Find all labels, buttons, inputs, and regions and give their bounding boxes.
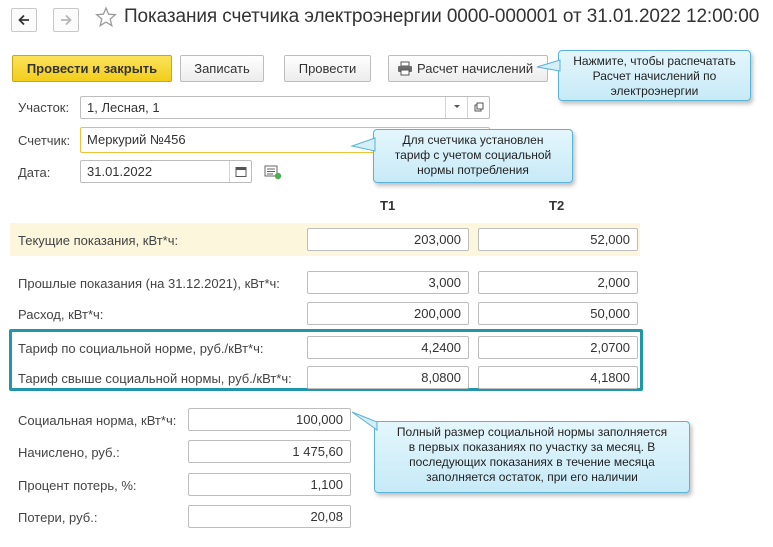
row-label: Прошлые показания (на 31.12.2021), кВт*ч:	[18, 276, 280, 291]
open-button[interactable]	[467, 97, 489, 118]
row-label: Расход, кВт*ч:	[18, 307, 104, 322]
row-label: Тариф по социальной норме, руб./кВт*ч:	[18, 341, 264, 356]
previous-t1-field[interactable]: 3,000	[307, 271, 469, 294]
print-tooltip	[558, 50, 751, 101]
save-button[interactable]: Записать	[180, 55, 264, 82]
previous-t2-field[interactable]: 2,000	[478, 271, 638, 294]
norm-tooltip-line: заполняется остаток, при его наличии	[426, 470, 638, 484]
meter-label: Счетчик:	[18, 133, 71, 148]
norm-tooltip-line: Полный размер социальной нормы заполняется	[396, 425, 668, 439]
consumption-t1-field[interactable]: 200,000	[307, 302, 469, 325]
arrow-right-icon	[59, 13, 73, 27]
plot-field[interactable]	[80, 96, 490, 119]
open-icon	[474, 102, 484, 112]
column-header-t1: Т1	[380, 198, 396, 213]
summary-label: Начислено, руб.:	[18, 445, 120, 460]
consumption-t2-field[interactable]: 50,000	[478, 302, 638, 325]
page-title: Показания счетчика электроэнергии 0000-000001 от 31.01.2022 12:00:00	[124, 6, 760, 27]
norm-tooltip-line: последующих показаниях в течение месяца	[409, 455, 655, 469]
summary-label: Социальная норма, кВт*ч:	[18, 413, 177, 428]
post-button[interactable]: Провести	[284, 55, 371, 82]
print-tooltip-line: электроэнергии	[610, 84, 699, 98]
plot-value: 1, Лесная, 1	[87, 100, 160, 115]
tariff-above-t2-field[interactable]: 4,1800	[478, 366, 638, 389]
tariff-tooltip-line: нормы потребления	[417, 163, 529, 177]
calendar-icon	[235, 166, 247, 177]
doc-list-icon[interactable]	[264, 164, 282, 180]
tariff-tooltip-line: Для счетчика установлен	[402, 133, 544, 147]
arrow-left-icon	[17, 13, 31, 27]
tariff-tooltip-pointer	[350, 136, 376, 154]
norm-tooltip-line: в первых показаниях по участку за месяц. В	[408, 440, 656, 454]
back-button[interactable]	[11, 8, 37, 32]
norm-tooltip	[374, 421, 690, 493]
row-label: Тариф свыше социальной нормы, руб./кВт*ч:	[18, 371, 292, 386]
social-norm-field[interactable]: 100,000	[188, 408, 351, 431]
forward-button[interactable]	[53, 8, 79, 32]
tariff-norm-t1-field[interactable]: 4,2400	[307, 336, 469, 359]
chevron-down-icon	[453, 104, 461, 110]
tariff-tooltip	[373, 129, 573, 183]
meter-value: Меркурий №456	[87, 132, 186, 147]
summary-label: Потери, руб.:	[18, 510, 98, 525]
date-value: 31.01.2022	[87, 164, 153, 179]
print-tooltip-line: Расчет начислений по	[592, 69, 717, 83]
print-tooltip-line: Нажмите, чтобы распечатать	[573, 54, 736, 68]
tariff-above-t1-field[interactable]: 8,0800	[307, 366, 469, 389]
date-field[interactable]	[80, 160, 252, 183]
losses-field[interactable]: 20,08	[188, 505, 351, 528]
star-icon[interactable]	[95, 6, 117, 28]
loss-percent-field[interactable]: 1,100	[188, 473, 351, 496]
current-t1-input[interactable]: 203,000	[307, 228, 469, 251]
current-t2-input[interactable]: 52,000	[478, 228, 638, 251]
printer-icon	[397, 61, 413, 76]
tariff-tooltip-line: тариф с учетом социальной	[394, 148, 552, 162]
summary-label: Процент потерь, %:	[18, 478, 137, 493]
calendar-button[interactable]	[229, 161, 251, 182]
calc-button[interactable]	[388, 55, 548, 82]
tariff-norm-t2-field[interactable]: 2,0700	[478, 336, 638, 359]
dropdown-button[interactable]	[445, 97, 467, 118]
calc-button-label: Расчет начислений	[417, 61, 534, 76]
print-tooltip-pointer	[535, 58, 561, 74]
norm-tooltip-pointer	[350, 408, 378, 432]
post-and-close-button[interactable]: Провести и закрыть	[12, 55, 172, 82]
date-label: Дата:	[18, 165, 51, 180]
plot-label: Участок:	[18, 100, 70, 115]
column-header-t2: Т2	[549, 198, 565, 213]
row-label: Текущие показания, кВт*ч:	[18, 233, 179, 248]
charged-field[interactable]: 1 475,60	[188, 440, 351, 463]
